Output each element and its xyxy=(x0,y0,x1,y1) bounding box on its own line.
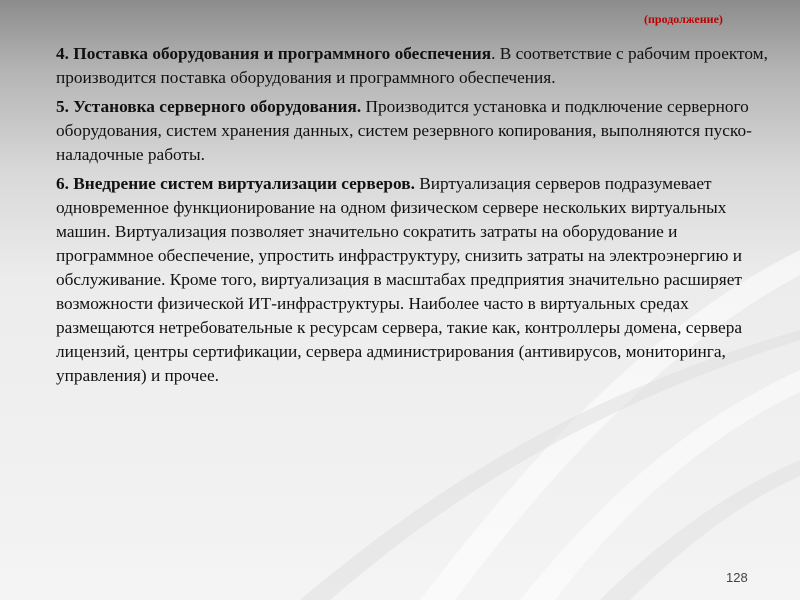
item-paragraph-6 xyxy=(56,172,768,388)
item-heading: 6. Внедрение систем виртуализации серверов. xyxy=(56,174,415,193)
page-number: 128 xyxy=(726,570,748,585)
slide-content xyxy=(56,42,768,393)
item-text: . В соответствие с рабочим проектом, производится поставка оборудования и программного обеспечения. xyxy=(56,44,768,87)
item-heading: 5. Установка серверного оборудования. xyxy=(56,97,362,116)
item-heading: 4. Поставка оборудования и программного обеспечения xyxy=(56,44,492,63)
item-text: Производится установка и подключение серверного оборудования, систем хранения данных, систем резервного копирования, выполняются пуско-наладочные работы. xyxy=(56,97,752,164)
item-text: Виртуализация серверов подразумевает одновременное функционирование на одном физическом сервере нескольких виртуальных машин. Виртуализация позволяет значительно сократить затраты на оборудование и программное обеспечение, упростить инфраструктуру, снизить затраты на электроэнергию и обслуживание. Кроме того, виртуализация в масштабах предприятия значительно расширяет возможности физической ИТ-инфраструктуры. Наиболее часто в виртуальных средах размещаются нетребовательные к ресурсам сервера, такие как, контроллеры домена, сервера лицензий, центры сертификации, сервера администрирования (антивирусов, мониторинга, управления) и прочее. xyxy=(56,174,743,385)
item-paragraph-4 xyxy=(56,42,768,90)
item-paragraph-5 xyxy=(56,95,768,167)
continuation-label: (продолжение) xyxy=(644,12,723,26)
